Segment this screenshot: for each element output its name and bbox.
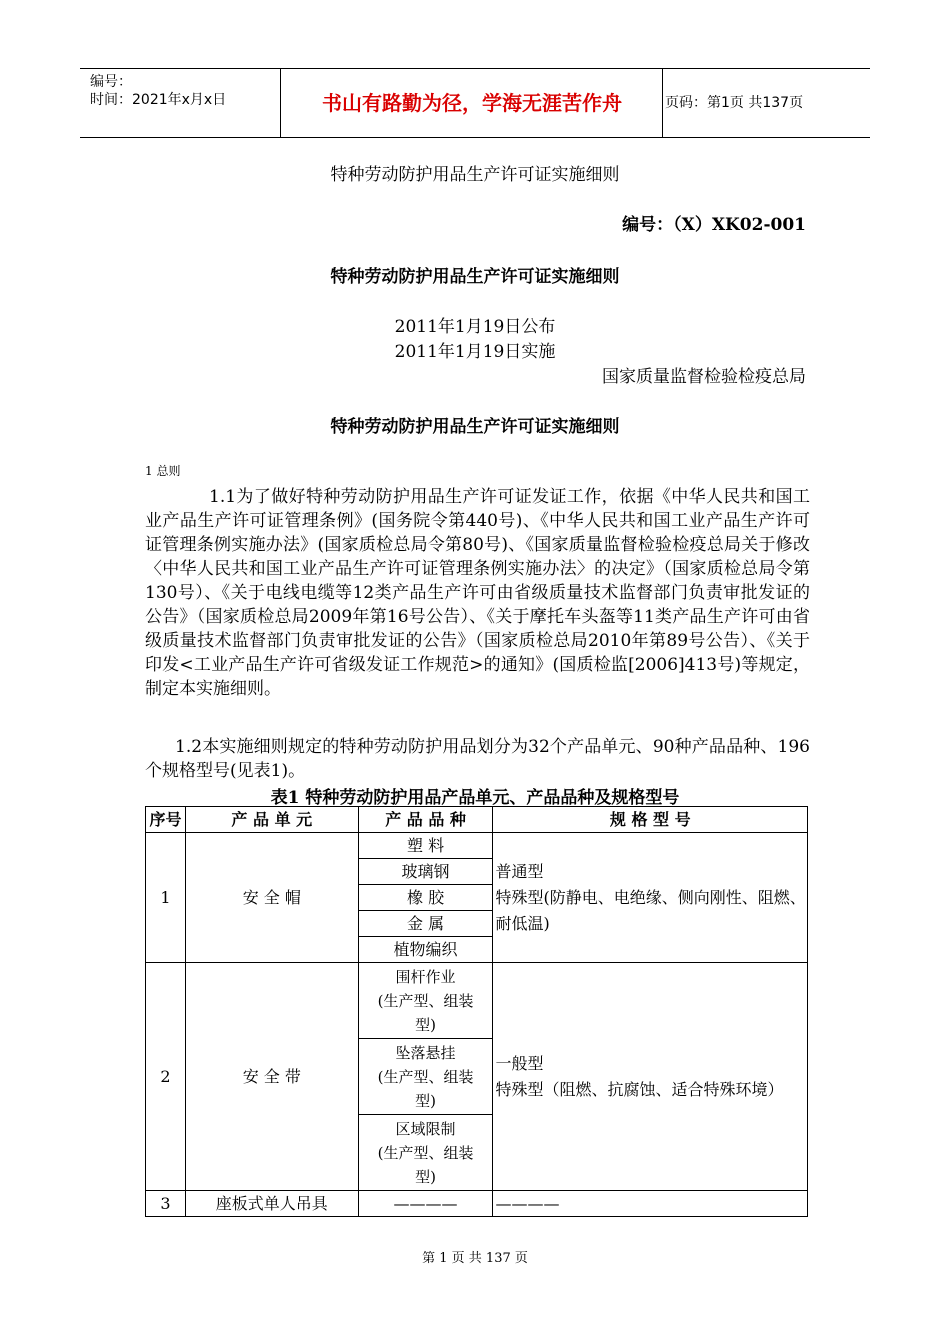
table-row [146,1191,808,1217]
product-variety: 金 属 [358,911,493,937]
spec-type: 普通型 特殊型(防静电、电绝缘、侧向刚性、阻燃、耐低温) [493,833,808,963]
header-divider [662,69,663,137]
publish-date: 2011年1月19日公布 [394,317,556,337]
header-time: 时间：2021年x月x日 [90,92,227,108]
header-meta [90,73,226,109]
header-cell: 产 品 单 元 [185,807,358,833]
product-variety: 围杆作业 (生产型、组装型) [358,963,493,1039]
spec-type: ———— [493,1191,808,1217]
document-title-top: 特种劳动防护用品生产许可证实施细则 [330,165,620,185]
header-divider [280,69,281,137]
header-number: 编号： [90,74,132,90]
document-title-repeat: 特种劳动防护用品生产许可证实施细则 [330,417,620,437]
product-variety: ———— [358,1191,493,1217]
page-footer: 第 1 页 共 137 页 [422,1251,528,1266]
row-number: 3 [146,1191,186,1217]
product-variety: 坠落悬挂 (生产型、组装型) [358,1039,493,1115]
row-number: 2 [146,963,186,1191]
effective-date: 2011年1月19日实施 [394,342,556,362]
product-unit: 安 全 帽 [185,833,358,963]
product-variety: 区域限制 (生产型、组装型) [358,1115,493,1191]
table-caption: 表1 特种劳动防护用品产品单元、产品品种及规格型号 [270,788,680,808]
header-cell: 规 格 型 号 [493,807,808,833]
table-row [146,963,808,1039]
table-header-row [146,807,808,833]
header-cell: 产 品 品 种 [358,807,493,833]
header-page-info: 页码：第1页 共137页 [665,95,804,111]
document-number: 编号：（X）XK02-001 [622,215,806,235]
paragraph-1-2: 1.2本实施细则规定的特种劳动防护用品划分为32个产品单元、90种产品品种、196个规格型号(见表1)。 [145,737,810,781]
header-motto: 书山有路勤为径，学海无涯苦作舟 [322,91,622,115]
product-variety: 植物编织 [358,937,493,963]
section-heading: 1 总则 [145,464,181,478]
paragraph-1-1: 1.1为了做好特种劳动防护用品生产许可证发证工作，依据《中华人民共和国工业产品生产许可证管理条例》(国务院令第440号)、《中华人民共和国工业产品生产许可证管理条例实施办法》(国家质检总局令第80号)、《国家质量监督检验检疫总局关于修改〈中华人民共和国工业产品生产许可证管理条例实施办法〉的决定》（国家质检总局令第130号）、《关于电线电缆等12类产品生产许可由省级质量技术监督部门负责审批发证的公告》（国家质检总局2009年第16号公告）、《关于摩托车头盔等11类产品生产许可由省级质量技术监督部门负责审批发证的公告》（国家质检总局2010年第89号公告）、《关于印发<工业产品生产许可省级发证工作规范>的通知》(国质检监[2006]413号)等规定，制定本实施细则。 [145,487,810,699]
product-table [145,806,808,1217]
document-title-main: 特种劳动防护用品生产许可证实施细则 [330,267,620,287]
product-unit: 座板式单人吊具 [185,1191,358,1217]
product-variety: 橡 胶 [358,885,493,911]
header-cell: 序号 [146,807,186,833]
spec-type: 一般型 特殊型（阻燃、抗腐蚀、适合特殊环境） [493,963,808,1191]
product-variety: 塑 料 [358,833,493,859]
issuer: 国家质量监督检验检疫总局 [602,367,806,387]
table-row [146,833,808,859]
row-number: 1 [146,833,186,963]
page-header [80,68,870,138]
product-unit: 安 全 带 [185,963,358,1191]
product-variety: 玻璃钢 [358,859,493,885]
